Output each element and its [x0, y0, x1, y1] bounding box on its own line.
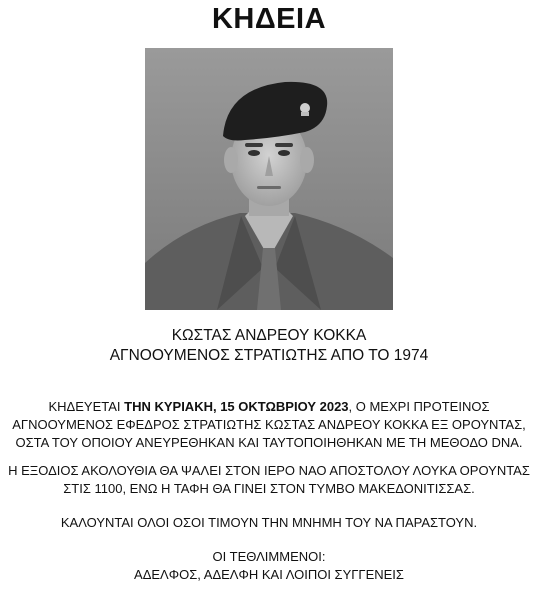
announcement-date: ΤΗΝ ΚΥΡΙΑΚΗ, 15 ΟΚΤΩΒΡΙΟΥ 2023: [124, 399, 349, 414]
portrait-photo: [145, 48, 393, 310]
soldier-portrait-image: [145, 48, 393, 310]
mourners-heading: ΟΙ ΤΕΘΛΙΜΜΕΝΟΙ:: [212, 549, 326, 564]
service-line-1: Η ΕΞΟΔΙΟΣ ΑΚΟΛΟΥΘΙΑ ΘΑ ΨΑΛΕΙ ΣΤΟΝ ΙΕΡΟ ΝΑΟ ΑΠΟΣΤΟΛΟΥ ΛΟΥΚΑ ΟΡΟΥΝΤΑΣ: [8, 463, 530, 478]
announcement-line-2: ΑΓΝΟΟΥΜΕΝΟΣ ΕΦΕΔΡΟΣ ΣΤΡΑΤΙΩΤΗΣ ΚΩΣΤΑΣ ΑΝΔΡΕΟΥ ΚΟΚΚΑ ΕΞ ΟΡΟΥΝΤΑΣ,: [12, 417, 526, 432]
funeral-announcement: [0, 398, 538, 452]
mourners-list: ΑΔΕΛΦΟΣ, ΑΔΕΛΦΗ ΚΑΙ ΛΟΙΠΟΙ ΣΥΓΓΕΝΕΙΣ: [134, 567, 404, 582]
announcement-line-1-pre: ΚΗΔΕΥΕΤΑΙ: [48, 399, 125, 414]
funeral-service-details: [0, 462, 538, 498]
deceased-name: ΚΩΣΤΑΣ ΑΝΔΡΕΟΥ ΚΟΚΚΑ: [171, 327, 367, 344]
deceased-subtitle: ΑΓΝΟΟΥΜΕΝΟΣ ΣΤΡΑΤΙΩΤΗΣ ΑΠΟ ΤΟ 1974: [109, 347, 429, 364]
page-title: ΚΗΔΕΙΑ: [211, 3, 327, 35]
service-line-2: ΣΤΙΣ 1100, ΕΝΩ Η ΤΑΦΗ ΘΑ ΓΙΝΕΙ ΣΤΟΝ ΤΥΜΒΟ ΜΑΚΕΔΟΝΙΤΙΣΣΑΣ.: [63, 481, 475, 496]
announcement-line-3: ΟΣΤΑ ΤΟΥ ΟΠΟΙΟΥ ΑΝΕΥΡΕΘΗΚΑΝ ΚΑΙ ΤΑΥΤΟΠΟΙΗΘΗΚΑΝ ΜΕ ΤΗ ΜΕΘΟΔΟ DNA.: [15, 435, 523, 450]
invitation-text: [0, 514, 538, 532]
announcement-line-1: [0, 398, 538, 416]
deceased-info: [0, 326, 538, 366]
invitation-line: ΚΑΛΟΥΝΤΑΙ ΟΛΟΙ ΟΣΟΙ ΤΙΜΟΥΝ ΤΗΝ ΜΝΗΜΗ ΤΟΥ ΝΑ ΠΑΡΑΣΤΟΥΝ.: [60, 515, 478, 530]
mourners-block: [0, 548, 538, 584]
announcement-line-1-post: , Ο ΜΕΧΡΙ ΠΡΟΤΕΙΝΟΣ: [348, 399, 490, 414]
